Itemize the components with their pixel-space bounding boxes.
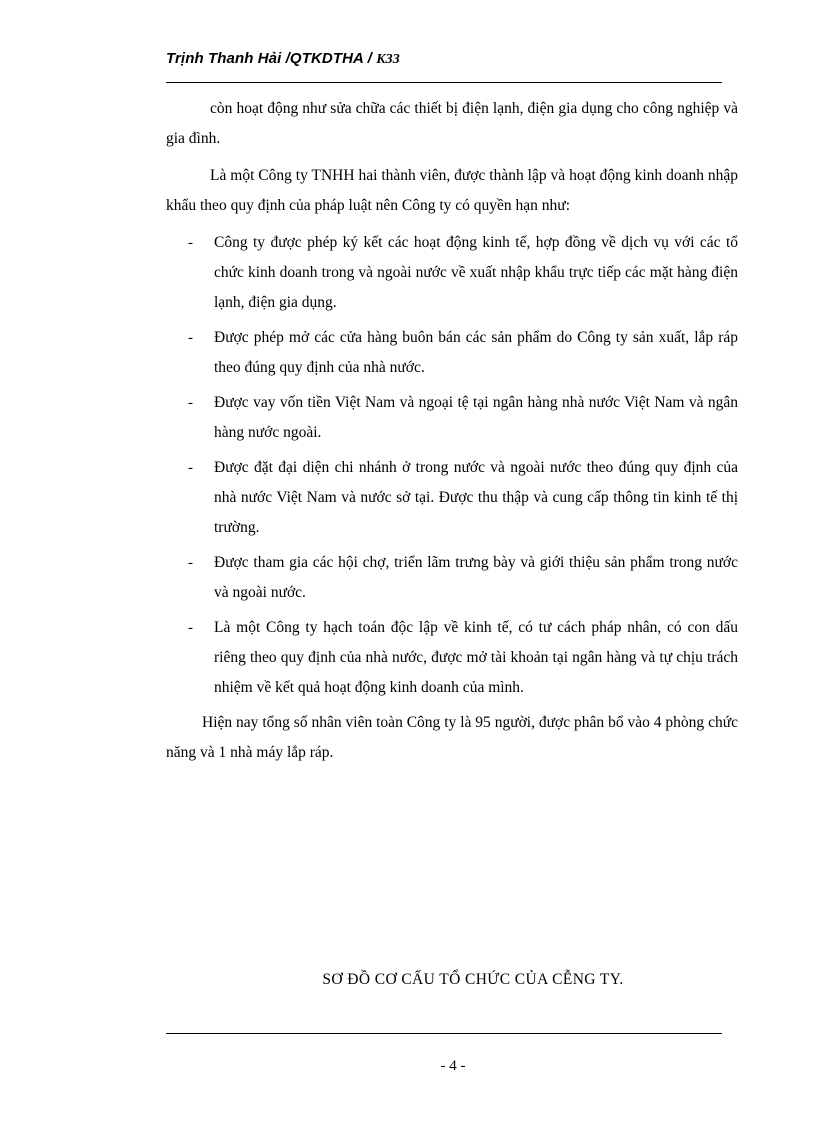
list-item-text: Được tham gia các hội chợ, triển lãm trưng bày và giới thiệu sản phẩm trong nước và ngoài nước. [214, 554, 738, 601]
paragraph-rights-intro: Là một Công ty TNHH hai thành viên, được thành lập và hoạt động kinh doanh nhập khẩu theo quy định của pháp luật nên Công ty có quyền hạn như: [166, 167, 738, 214]
page-number: - 4 - [440, 1058, 466, 1074]
list-item [166, 388, 738, 448]
paragraph-staff-count: Hiện nay tổng số nhân viên toàn Công ty là 95 người, được phân bổ vào 4 phòng chức năng và 1 nhà máy lắp ráp. [166, 714, 738, 761]
header-class-code: K33 [376, 52, 400, 67]
list-item-text: Công ty được phép ký kết các hoạt động kinh tế, hợp đồng về dịch vụ với các tổ chức kinh doanh trong và ngoài nước về xuất nhập khẩu trực tiếp các mặt hàng điện lạnh, điện gia dụng. [214, 234, 738, 311]
bullet-marker: - [188, 555, 193, 571]
bullet-marker: - [188, 620, 193, 636]
bullet-marker: - [188, 395, 193, 411]
org-chart-title: SƠ ĐỒ CƠ CẤU TỔ CHỨC CỦA CỄNG TY. [322, 971, 624, 988]
list-item [166, 228, 738, 318]
list-item [166, 613, 738, 703]
list-item-text: Được vay vốn tiền Việt Nam và ngoại tệ tại ngân hàng nhà nước Việt Nam và ngân hàng nước ngoài. [214, 394, 738, 441]
bullet-marker: - [188, 460, 193, 476]
list-item [166, 323, 738, 383]
bullet-marker: - [188, 235, 193, 251]
bullet-marker: - [188, 330, 193, 346]
list-item-text: Được đặt đại diện chi nhánh ở trong nước và ngoài nước theo đúng quy định của nhà nước Việt Nam và nước sở tại. Được thu thập và cung cấp thông tin kinh tế thị trường. [214, 459, 738, 536]
list-item-text: Được phép mở các cửa hàng buôn bán các sản phẩm do Công ty sản xuất, lắp ráp theo đúng quy định của nhà nước. [214, 329, 738, 376]
list-item [166, 548, 738, 608]
list-item-text: Là một Công ty hạch toán độc lập về kinh tế, có tư cách pháp nhân, có con dấu riêng theo quy định của nhà nước, được mở tài khoản tại ngân hàng và tự chịu trách nhiệm về kết quả hoạt động kinh doanh của mình. [214, 619, 738, 696]
header-author-course: Trịnh Thanh Hải /QTKDTHA / [166, 50, 372, 67]
header-rule [166, 82, 722, 83]
footer-rule [166, 1033, 722, 1034]
body-text [166, 94, 738, 775]
paragraph-continuation: còn hoạt động như sửa chữa các thiết bị điện lạnh, điện gia dụng cho công nghiệp và gia đình. [166, 100, 738, 147]
list-item [166, 453, 738, 543]
page-header [166, 50, 400, 68]
